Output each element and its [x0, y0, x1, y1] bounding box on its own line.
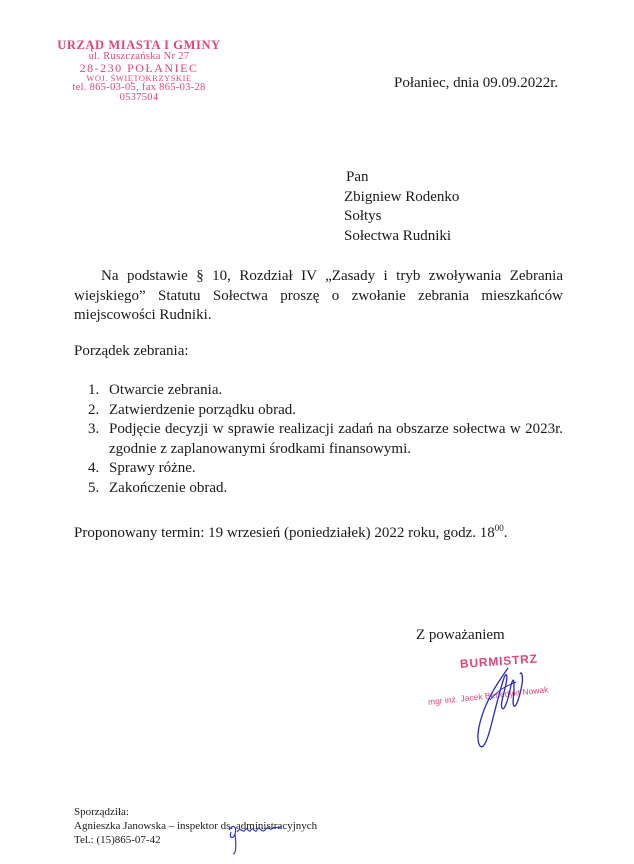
agenda-item	[88, 401, 563, 421]
mayor-seal-name: mgr inż. Jacek Benedykt Nowak	[427, 684, 549, 707]
agenda-item-number: 2.	[88, 401, 100, 418]
footer-phone: Tel.: (15)865-07-42	[74, 834, 161, 846]
agenda-item	[88, 479, 563, 499]
addressee-unit: Sołectwa Rudniki	[344, 227, 452, 244]
stamp-city: 28-230 POŁANIEC	[79, 60, 199, 75]
addressee-role: Sołtys	[344, 208, 382, 224]
stamp-region: WOJ. ŚWIĘTOKRZYSKIE	[86, 72, 192, 83]
body-paragraph: Na podstawie § 10, Rozdział IV „Zasady i tryb zwoływania Zebrania wiejskiego” Statutu Sołectwa proszę o zwołanie zebrania mieszkańców miejscowości Rudniki.	[74, 268, 563, 323]
stamp-title: URZĄD MIASTA I GMINY	[57, 38, 221, 52]
agenda-item-text: Zatwierdzenie porządku obrad.	[109, 401, 296, 418]
stamp-phone: tel. 865-03-05, fax 865-03-28	[72, 81, 206, 93]
agenda-item-number: 4.	[88, 460, 100, 476]
addressee-block	[344, 168, 459, 246]
agenda-list	[88, 381, 563, 498]
agenda-item	[88, 381, 563, 401]
mayor-seal-title: BURMISTRZ	[459, 651, 539, 671]
mayor-signature-icon	[470, 660, 530, 750]
author-initials-signature-icon	[225, 820, 285, 856]
agenda-item-number: 1.	[88, 382, 100, 398]
footer-label: Sporządziła:	[74, 806, 129, 818]
footer-author: Agnieszka Janowska – inspektor ds. administracyjnych	[74, 820, 318, 832]
proposed-date	[74, 523, 507, 542]
agenda-item-text: Otwarcie zebrania.	[109, 382, 223, 398]
agenda-item-text: Podjęcie decyzji w sprawie realizacji zadań na obszarze sołectwa w 2023r. zgodnie z zaplanowanymi środkami finansowymi.	[109, 421, 563, 457]
closing-phrase: Z poważaniem	[416, 627, 505, 643]
stamp-code: 0537504	[119, 92, 159, 103]
stamp-street: ul. Ruszczańska Nr 27	[88, 51, 190, 62]
addressee-name: Zbigniew Rodenko	[344, 188, 460, 205]
proposed-date-end: .	[503, 525, 508, 541]
agenda-title: Porządek zebrania:	[74, 343, 189, 359]
addressee-salutation: Pan	[346, 169, 369, 185]
agenda-item-text: Zakończenie obrad.	[109, 479, 228, 496]
office-stamp	[44, 38, 234, 104]
proposed-time-minutes: 00	[494, 523, 504, 533]
date-line: Połaniec, dnia 09.09.2022r.	[394, 75, 559, 91]
agenda-item	[88, 459, 563, 479]
agenda-item	[88, 420, 563, 459]
agenda-item-number: 3.	[88, 421, 100, 437]
agenda-item-text: Sprawy różne.	[109, 460, 196, 476]
agenda-item-number: 5.	[88, 479, 100, 496]
proposed-date-text: Proponowany termin: 19 wrzesień (poniedziałek) 2022 roku, godz. 18	[74, 525, 495, 541]
